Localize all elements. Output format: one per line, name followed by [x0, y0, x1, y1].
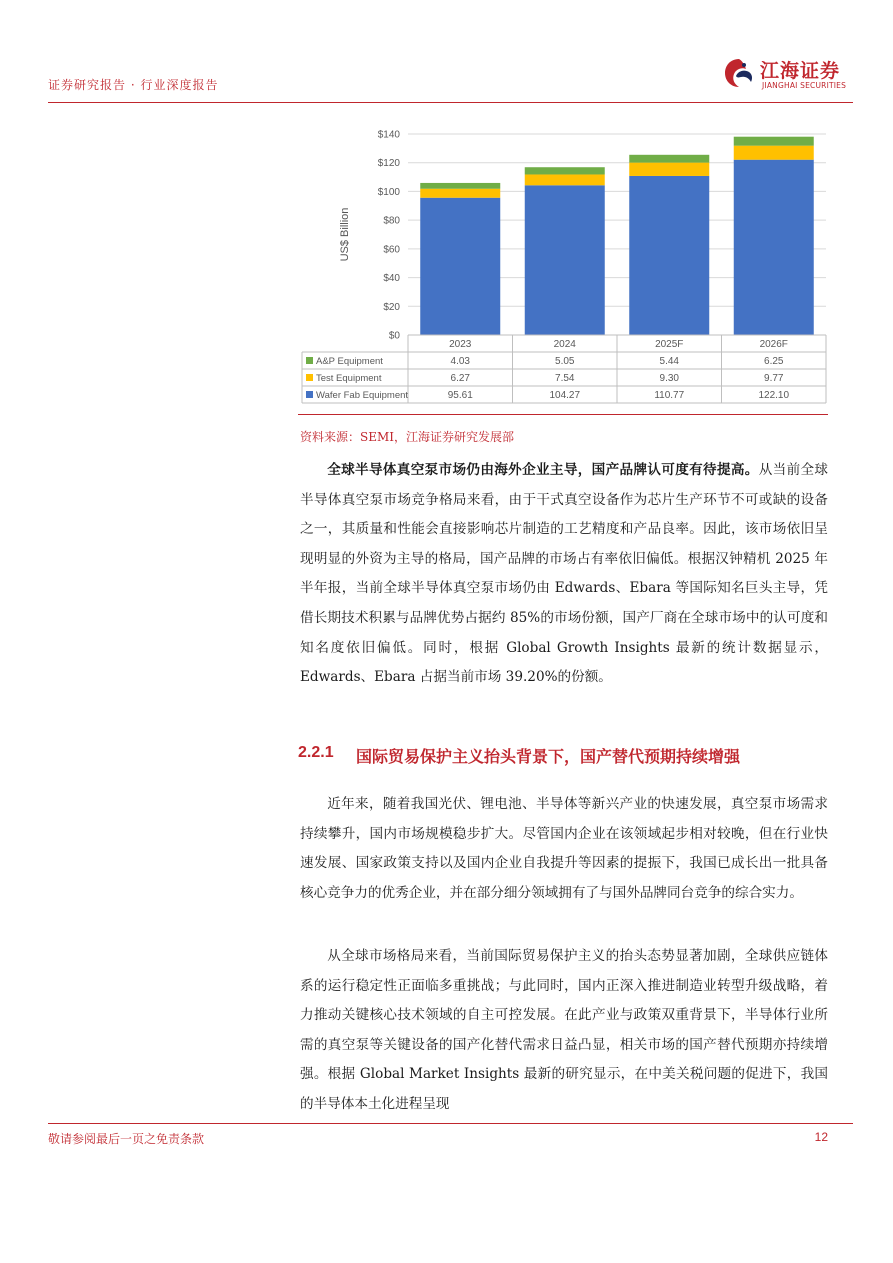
x-tick-label: 2025F	[655, 339, 684, 350]
data-label: 5.44	[659, 356, 679, 367]
y-tick-label: $140	[377, 129, 400, 141]
bar-test-equipment-2023	[420, 189, 500, 198]
y-tick-label: $80	[383, 215, 400, 227]
logo-chinese-name: 江海证券	[760, 60, 841, 82]
x-tick-label: 2023	[449, 339, 472, 350]
legend-label: Test Equipment	[316, 373, 382, 384]
bar-wafer-fab-equipment-2026f	[734, 160, 814, 335]
bar-a-p-equipment-2026f	[734, 137, 814, 146]
y-tick-label: $40	[383, 273, 400, 285]
y-tick-label: $120	[377, 158, 400, 170]
page-number: 12	[814, 1130, 828, 1144]
data-label: 95.61	[447, 390, 473, 401]
paragraph-market-structure	[300, 456, 828, 693]
y-tick-label: $20	[383, 301, 400, 313]
legend-swatch	[306, 374, 313, 381]
bar-a-p-equipment-2025f	[629, 155, 709, 163]
legend-label: Wafer Fab Equipment	[316, 390, 409, 401]
bar-wafer-fab-equipment-2023	[420, 198, 500, 335]
report-type-label: 证券研究报告 · 行业深度报告	[48, 78, 219, 92]
data-label: 6.27	[450, 373, 470, 384]
data-label: 9.77	[764, 373, 784, 384]
paragraph-substitution: 从全球市场格局来看，当前国际贸易保护主义的抬头态势显著加剧，全球供应链体系的运行稳定性正面临多重挑战；与此同时，国内正深入推进制造业转型升级战略，着力推动关键核心技术领域的自主可控发展。在此产业与政策双重背景下，半导体行业所需的真空泵等关键设备的国产化替代需求日益凸显，相关市场的国产替代预期亦持续增强。根据 Global Market Insights 最新的研究显示，在中美关税问题的促进下，我国的半导体本土化进程呈现	[300, 948, 828, 1112]
x-tick-label: 2024	[553, 339, 576, 350]
bar-wafer-fab-equipment-2025f	[629, 176, 709, 335]
bar-wafer-fab-equipment-2024	[525, 185, 605, 335]
x-tick-label: 2026F	[759, 339, 788, 350]
section-title: 国际贸易保护主义抬头背景下，国产替代预期持续增强	[356, 747, 741, 766]
equipment-market-chart	[298, 122, 828, 414]
y-tick-label: $0	[388, 330, 400, 342]
paragraph-body: 从当前全球半导体真空泵市场竞争格局来看，由于干式真空设备作为芯片生产环节不可或缺的设备之一，其质量和性能会直接影响芯片制造的工艺精度和产品良率。因此，该市场依旧呈现明显的外资为主导的格局，国产品牌的市场占有率依旧偏低。根据汉钟精机 2025 年半年报，当前全球半导体真空泵市场仍由 Edwards、Ebara 等国际知名巨头主导，凭借长期技术积累与品牌优势占据约 85%的市场份额，国产厂商在全球市场中的认可度和知名度依旧偏低。同时，根据 Global Growth Insights 最新的统计数据显示，Edwards、Ebara 占据当前市场 39.20%的份额。	[300, 462, 829, 686]
y-axis-label: US$ Billion	[339, 207, 351, 262]
y-tick-label: $100	[377, 186, 400, 198]
footer-divider	[48, 1123, 853, 1124]
bar-test-equipment-2026f	[734, 146, 814, 160]
logo-swirl-icon	[722, 56, 756, 90]
footer-disclaimer: 敬请参阅最后一页之免责条款	[48, 1132, 205, 1146]
bar-a-p-equipment-2023	[420, 183, 500, 189]
section-number: 2.2.1	[298, 744, 334, 761]
chart-svg	[298, 122, 828, 414]
data-label: 4.03	[450, 356, 470, 367]
company-logo	[722, 54, 852, 94]
header-divider	[48, 102, 853, 103]
y-tick-label: $60	[383, 244, 400, 256]
data-label: 104.27	[549, 390, 581, 401]
legend-swatch	[306, 391, 313, 398]
chart-divider	[298, 414, 828, 415]
paragraph-domestic-growth: 近年来，随着我国光伏、锂电池、半导体等新兴产业的快速发展，真空泵市场需求持续攀升，国内市场规模稳步扩大。尽管国内企业在该领域起步相对较晚，但在行业快速发展、国家政策支持以及国内企业自我提升等因素的提振下，我国已成长出一批具备核心竞争力的优秀企业，并在部分细分领域拥有了与国外品牌同台竞争的综合实力。	[300, 796, 828, 901]
bar-test-equipment-2025f	[629, 163, 709, 176]
legend-label: A&P Equipment	[316, 356, 383, 367]
data-label: 5.05	[555, 356, 575, 367]
data-label: 6.25	[764, 356, 784, 367]
data-label: 7.54	[555, 373, 575, 384]
bar-test-equipment-2024	[525, 174, 605, 185]
data-label: 9.30	[659, 373, 679, 384]
data-label: 122.10	[758, 390, 790, 401]
data-label: 110.77	[654, 390, 685, 401]
logo-english-name: JIANGHAI SECURITIES	[762, 81, 847, 90]
legend-swatch	[306, 357, 313, 364]
chart-source: 资料来源：SEMI，江海证券研究发展部	[300, 430, 515, 444]
bar-a-p-equipment-2024	[525, 167, 605, 174]
paragraph-lead: 全球半导体真空泵市场仍由海外企业主导，国产品牌认可度有待提高。	[327, 462, 759, 478]
section-heading	[298, 742, 838, 770]
